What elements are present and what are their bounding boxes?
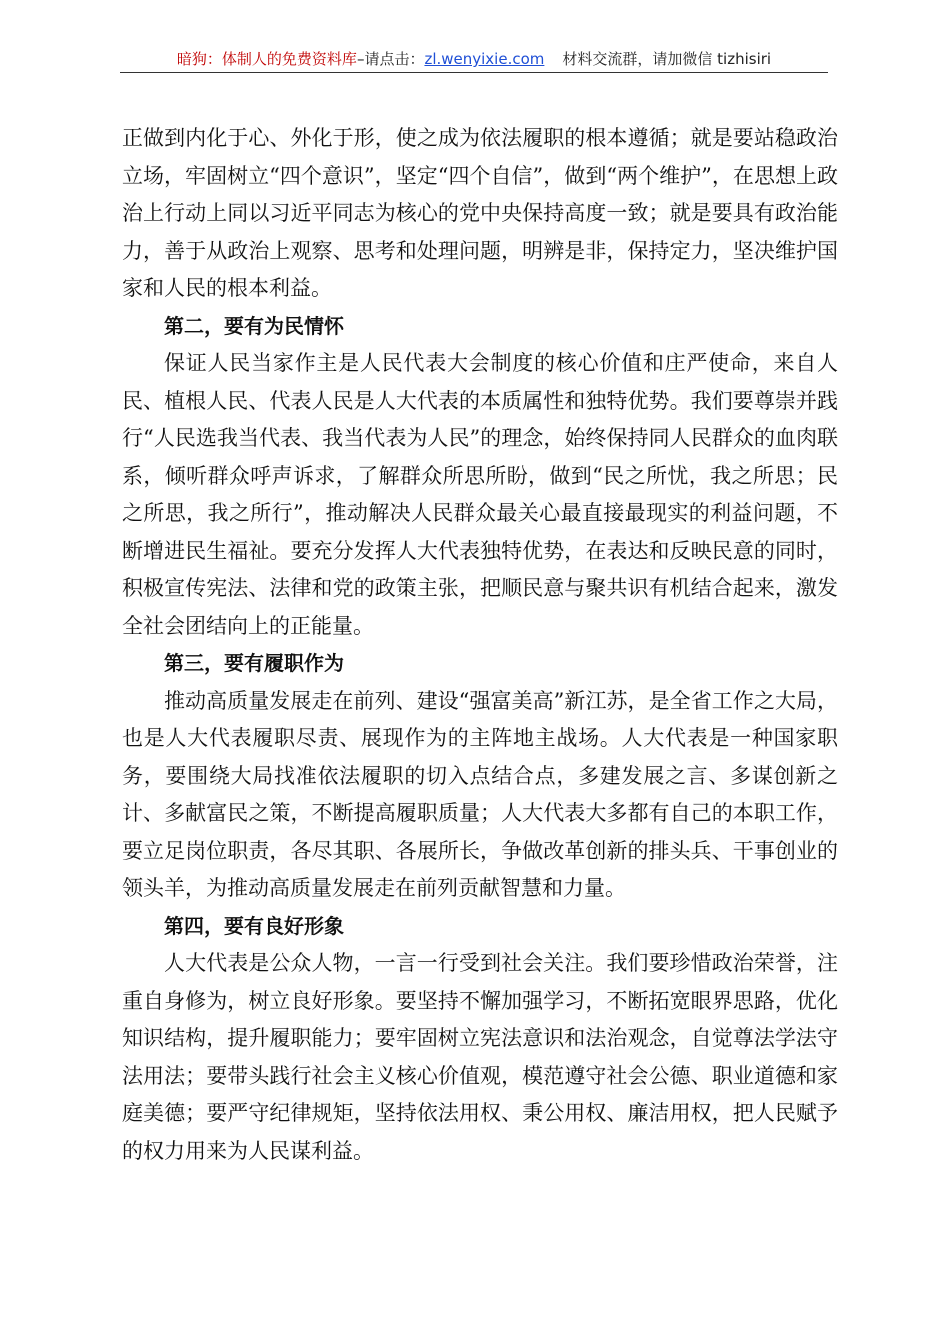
section-heading-4: 第四，要有良好形象: [164, 913, 344, 938]
paragraph-continuation: 正做到内化于心、外化于形，使之成为依法履职的根本遵循；就是要站稳政治立场，牢固树立“四个意识”，坚定“四个自信”，做到“两个维护”，在思想上政治上行动上同以习近平同志为核心的党中央保持高度一致；就是要具有政治能力，善于从政治上观察、思考和处理问题，明辨是非，保持定力，坚决维护国家和人民的根本利益。: [122, 126, 838, 300]
paragraph-section-2: 保证人民当家作主是人民代表大会制度的核心价值和庄严使命，来自人民、植根人民、代表人民是人大代表的本质属性和独特优势。我们要尊崇并践行“人民选我当代表、我当代表为人民”的理念，始终保持同人民群众的血肉联系，倾听群众呼声诉求，了解群众所思所盼，做到“民之所忧，我之所思；民之所思，我之所行”，推动解决人民群众最关心最直接最现实的利益问题，不断增进民生福祉。要充分发挥人大代表独特优势，在表达和反映民意的同时，积极宣传宪法、法律和党的政策主张，把顺民意与聚共识有机结合起来，激发全社会团结向上的正能量。: [122, 351, 838, 638]
header-click-prompt: –请点击：: [356, 50, 425, 68]
header-group-note: 材料交流群，请加微信 tizhisiri: [562, 50, 772, 68]
header-link[interactable]: zl.wenyixie.com: [424, 50, 545, 68]
section-heading-3: 第三，要有履职作为: [164, 651, 344, 675]
paragraph-section-3: 推动高质量发展走在前列、建设“强富美高”新江苏，是全省工作之大局，也是人大代表履职尽责、展现作为的主阵地主战场。人大代表是一种国家职务，要围绕大局找准依法履职的切入点结合点，多建发展之言、多谋创新之计、多献富民之策，不断提高履职质量；人大代表大多都有自己的本职工作，要立足岗位职责，各尽其职、各展所长，争做改革创新的排头兵、干事创业的领头羊，为推动高质量发展走在前列贡献智慧和力量。: [122, 688, 838, 900]
section-heading-2: 第二，要有为民情怀: [164, 313, 344, 338]
header-divider: [120, 72, 828, 73]
header-brand: 暗狗：体制人的免费资料库: [176, 50, 357, 68]
document-body: [122, 120, 838, 1170]
page-header: [120, 46, 828, 72]
paragraph-section-4: 人大代表是公众人物，一言一行受到社会关注。我们要珍惜政治荣誉，注重自身修为，树立良好形象。要坚持不懈加强学习，不断拓宽眼界思路，优化知识结构，提升履职能力；要牢固树立宪法意识和法治观念，自觉尊法学法守法用法；要带头践行社会主义核心价值观，模范遵守社会公德、职业道德和家庭美德；要严守纪律规矩，坚持依法用权、秉公用权、廉洁用权，把人民赋予的权力用来为人民谋利益。: [122, 951, 838, 1163]
